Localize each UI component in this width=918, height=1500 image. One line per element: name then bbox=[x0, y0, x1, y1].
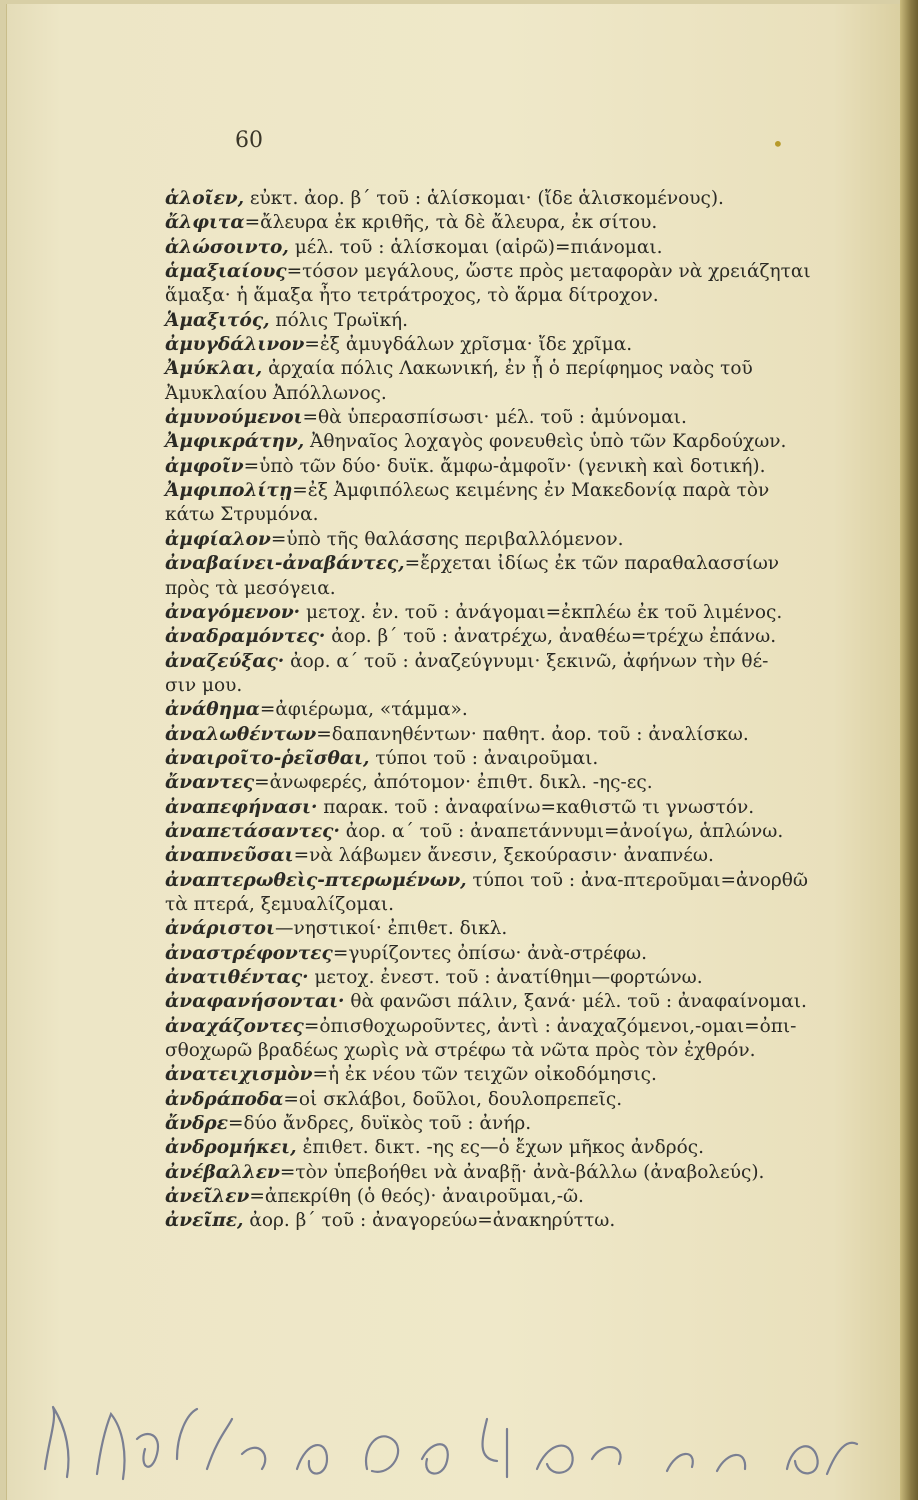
definition: =ἀνωφερές, ἀπότομον· ἐπιθτ. δικλ. -ης-ες. bbox=[254, 772, 653, 794]
headword: Ἀμφιπολίτῃ bbox=[165, 480, 293, 502]
entry-line bbox=[165, 1088, 885, 1112]
entry-line bbox=[165, 236, 885, 260]
entry-line bbox=[165, 820, 885, 844]
entry-line bbox=[165, 577, 885, 601]
definition: σιν μου. bbox=[165, 674, 243, 696]
definition: θὰ φανῶσι πάλιν, ξανά· μέλ. τοῦ : ἀναφαίνομαι. bbox=[344, 991, 807, 1013]
entry-line bbox=[165, 796, 885, 820]
definition: σθοχωρῶ βραδέως χωρὶς νὰ στρέφω τὰ νῶτα πρὸς τὸν ἐχθρόν. bbox=[165, 1040, 756, 1062]
definition: παρακ. τοῦ : ἀναφαίνω=καθιστῶ τι γνωστόν. bbox=[317, 796, 755, 818]
definition: τύποι τοῦ : ἀνα-πτεροῦμαι=ἀνορθῶ bbox=[466, 869, 808, 891]
headword: ἀμυνούμενοι bbox=[165, 407, 303, 429]
entry-line bbox=[165, 382, 885, 406]
definition: =ἐξ ἀμυγδάλων χρῖσμα· ἴδε χρῖμα. bbox=[304, 334, 633, 356]
headword: ἀναπτερωθεὶς-πτερωμένων, bbox=[165, 869, 467, 891]
entry-line bbox=[165, 990, 885, 1014]
entry-line bbox=[165, 1136, 885, 1160]
definition: ἀορ. β΄ τοῦ : ἀναγορεύω=ἀνακηρύττω. bbox=[243, 1210, 616, 1232]
headword: Ἀμφικράτην, bbox=[165, 431, 305, 453]
definition: ἀρχαία πόλις Λακωνική, ἐν ᾗ ὁ περίφημος ναὸς τοῦ bbox=[262, 358, 753, 380]
definition: =ὑπὸ τῶν δύο· δυϊκ. ἄμφω-ἀμφοῖν· (γενικὴ καὶ δοτική). bbox=[243, 455, 766, 477]
entry-line bbox=[165, 625, 885, 649]
entry-line bbox=[165, 503, 885, 527]
headword: ἀνδράποδα bbox=[165, 1088, 284, 1110]
headword: Ἁμαξιτός, bbox=[165, 309, 270, 331]
headword: ἁλοῖεν, bbox=[165, 188, 245, 209]
entry-line bbox=[165, 406, 885, 430]
entry-line bbox=[165, 260, 885, 284]
headword: ἀναβαίνει-ἀναβάντες, bbox=[165, 553, 405, 575]
entry-line bbox=[165, 723, 885, 747]
headword: ἀναιροῖτο-ῥεῖσθαι, bbox=[165, 747, 370, 769]
headword: ἀνδρομήκει, bbox=[165, 1137, 297, 1159]
entry-line bbox=[165, 479, 885, 503]
entry-line bbox=[165, 1209, 885, 1233]
definition: κάτω Στρυμόνα. bbox=[165, 504, 319, 526]
headword: ἀναστρέφοντες bbox=[165, 942, 333, 964]
headword: ἀναζεύξας· bbox=[165, 650, 285, 672]
entry-line bbox=[165, 455, 885, 479]
definition: =δαπανηθέντων· παθητ. ἀορ. τοῦ : ἀναλίσκω. bbox=[316, 723, 749, 745]
headword: ἀνατειχισμὸν bbox=[165, 1064, 313, 1086]
entry-line bbox=[165, 357, 885, 381]
headword: Ἀμύκλαι, bbox=[165, 358, 263, 380]
entry-line bbox=[165, 528, 885, 552]
headword: ἀναπνεῦσαι bbox=[165, 845, 294, 867]
glossary-entries bbox=[165, 187, 885, 1234]
headword: ἀναπετάσαντες· bbox=[165, 820, 340, 842]
entry-line bbox=[165, 942, 885, 966]
definition: ἐπιθετ. δικτ. -ης ες—ὁ ἔχων μῆκος ἀνδρός. bbox=[296, 1137, 705, 1159]
entry-line bbox=[165, 917, 885, 941]
entry-line bbox=[165, 966, 885, 990]
definition: Ἀθηναῖος λοχαγὸς φονευθεὶς ὑπὸ τῶν Καρδούχων. bbox=[304, 431, 787, 453]
entry-line bbox=[165, 601, 885, 625]
definition: μετοχ. ἐνεστ. τοῦ : ἀνατίθημι—φορτώνω. bbox=[308, 967, 703, 988]
entry-line bbox=[165, 211, 885, 235]
entry-line bbox=[165, 430, 885, 454]
definition: πόλις Τρωϊκή. bbox=[269, 309, 409, 331]
entry-line bbox=[165, 771, 885, 795]
entry-line bbox=[165, 650, 885, 674]
definition: Ἀμυκλαίου Ἀπόλλωνος. bbox=[165, 382, 387, 404]
definition: =τὸν ὑπεβοήθει νὰ ἀναβῇ· ἀνὰ-βάλλω (ἀναβολεύς). bbox=[279, 1161, 765, 1183]
entry-line bbox=[165, 284, 885, 308]
headword: ἀμφίαλον bbox=[165, 528, 271, 550]
definition: =ἀπεκρίθη (ὁ θεός)· ἀναιροῦμαι,-ῶ. bbox=[249, 1186, 584, 1208]
headword: ἀμυγδάλινον bbox=[165, 334, 305, 356]
entry-line bbox=[165, 869, 885, 893]
definition: μέλ. τοῦ : ἁλίσκομαι (αἱρῶ)=πιάνομαι. bbox=[288, 236, 663, 258]
entry-line bbox=[165, 1063, 885, 1087]
page-number: 60 bbox=[235, 128, 263, 153]
definition: ἀορ. α΄ τοῦ : ἀναζεύγνυμι· ξεκινῶ, ἀφήνων τὴν θέ- bbox=[284, 650, 769, 672]
headword: ἄνδρε bbox=[165, 1113, 228, 1135]
ink-dot: • bbox=[772, 132, 784, 156]
definition: =δύο ἄνδρες, δυϊκὸς τοῦ : ἀνήρ. bbox=[227, 1113, 532, 1135]
entry-line bbox=[165, 1161, 885, 1185]
definition: =νὰ λάβωμεν ἄνεσιν, ξεκούρασιν· ἀναπνέω. bbox=[293, 845, 714, 867]
definition: =ἡ ἐκ νέου τῶν τειχῶν οἰκοδόμησις. bbox=[312, 1064, 657, 1086]
headword: ἄναντες bbox=[165, 772, 255, 794]
headword: ἀνεῖλεν bbox=[165, 1186, 250, 1208]
definition: —νηστικοί· ἐπιθετ. δικλ. bbox=[274, 918, 508, 940]
headword: ἀναλωθέντων bbox=[165, 723, 317, 745]
definition: ἅμαξα· ἡ ἅμαξα ἦτο τετράτροχος, τὸ ἅρμα δίτροχον. bbox=[165, 285, 659, 307]
definition: =ἐξ Ἀμφιπόλεως κειμένης ἐν Μακεδονίᾳ παρὰ τὸν bbox=[292, 480, 770, 502]
headword: ἀνάριστοι bbox=[165, 918, 275, 940]
headword: ἀναγόμενον· bbox=[165, 601, 301, 623]
entry-line bbox=[165, 674, 885, 698]
headword: ἀμφοῖν bbox=[165, 455, 244, 477]
headword: ἁλώσοιντο, bbox=[165, 236, 289, 258]
definition: =θὰ ὑπερασπίσωσι· μέλ. τοῦ : ἀμύνομαι. bbox=[302, 407, 687, 429]
headword: ἀναπεφήνασι· bbox=[165, 796, 318, 818]
headword: ἀνάθημα bbox=[165, 699, 260, 721]
definition: εὐκτ. ἀορ. β΄ τοῦ : ἁλίσκομαι· (ἴδε ἁλισκομένους). bbox=[244, 188, 724, 209]
entry-line bbox=[165, 893, 885, 917]
book-spine bbox=[900, 0, 918, 1500]
entry-line bbox=[165, 1015, 885, 1039]
definition: πρὸς τὰ μεσόγεια. bbox=[165, 577, 336, 599]
definition: =ἔρχεται ἰδίως ἐκ τῶν παραθαλασσίων bbox=[404, 553, 780, 575]
headword: ἀνατιθέντας· bbox=[165, 967, 309, 988]
headword: ἁμαξιαίους bbox=[165, 261, 287, 283]
headword: ἀναδραμόντες· bbox=[165, 626, 326, 648]
definition: =ὑπὸ τῆς θαλάσσης περιβαλλόμενον. bbox=[270, 528, 624, 550]
definition: =ἄλευρα ἐκ κριθῆς, τὰ δὲ ἄλευρα, ἐκ σίτου. bbox=[244, 212, 658, 234]
headword: ἄλφιτα bbox=[165, 212, 245, 234]
headword: ἀναχάζοντες bbox=[165, 1015, 304, 1037]
definition: =τόσον μεγάλους, ὥστε πρὸς μεταφορὰν νὰ χρειάζηται bbox=[286, 261, 811, 283]
entry-line bbox=[165, 747, 885, 771]
definition: ἀορ. β΄ τοῦ : ἀνατρέχω, ἀναθέω=τρέχω ἐπάνω. bbox=[325, 626, 777, 648]
definition: τύποι τοῦ : ἀναιροῦμαι. bbox=[369, 747, 599, 769]
definition: τὰ πτερά, ξεμυαλίζομαι. bbox=[165, 893, 395, 915]
definition: =οἱ σκλάβοι, δοῦλοι, δουλοπρεπεῖς. bbox=[283, 1088, 623, 1110]
definition: =γυρίζοντες ὀπίσω· ἀνὰ-στρέφω. bbox=[332, 942, 647, 964]
entry-line bbox=[165, 698, 885, 722]
book-page bbox=[6, 4, 905, 1500]
headword: ἀνέβαλλεν bbox=[165, 1161, 280, 1183]
headword: ἀναφανήσονται· bbox=[165, 991, 345, 1013]
entry-line bbox=[165, 844, 885, 868]
entry-line bbox=[165, 1185, 885, 1209]
definition: =ὀπισθοχωροῦντες, ἀντὶ : ἀναχαζόμενοι,-ομαι=ὀπι- bbox=[303, 1015, 797, 1037]
definition: μετοχ. ἐν. τοῦ : ἀνάγομαι=ἐκπλέω ἐκ τοῦ λιμένος. bbox=[300, 601, 783, 623]
headword: ἀνεῖπε, bbox=[165, 1210, 244, 1232]
entry-line bbox=[165, 1039, 885, 1063]
handwritten-note bbox=[27, 1399, 867, 1489]
entry-line bbox=[165, 309, 885, 333]
entry-line bbox=[165, 552, 885, 576]
definition: ἀορ. α΄ τοῦ : ἀναπετάννυμι=ἀνοίγω, ἁπλώνω. bbox=[339, 820, 784, 842]
entry-line bbox=[165, 1112, 885, 1136]
entry-line bbox=[165, 187, 885, 211]
entry-line bbox=[165, 333, 885, 357]
definition: =ἀφιέρωμα, «τάμμα». bbox=[259, 699, 468, 721]
